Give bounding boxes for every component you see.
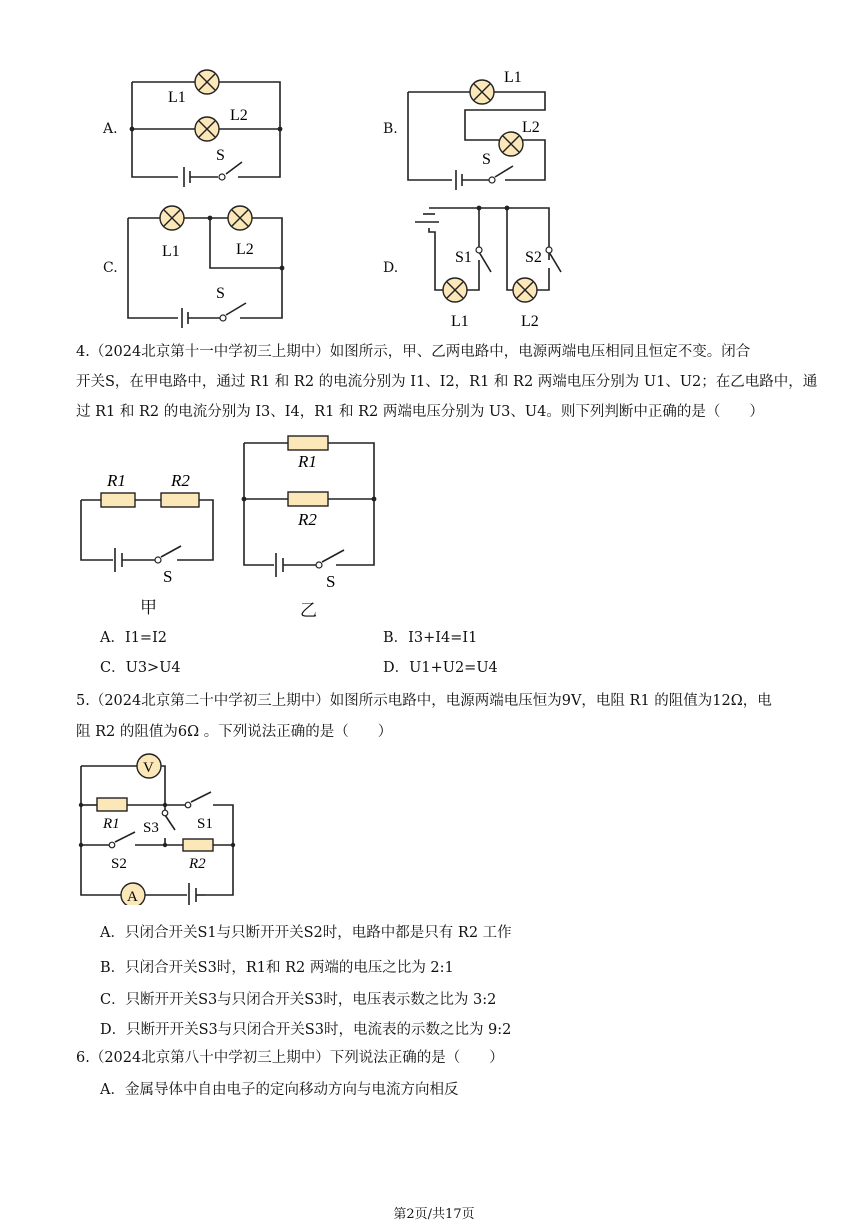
label-l1: L1 (162, 243, 180, 260)
label-s2: S2 (111, 856, 127, 872)
q5-option-a: A．只闭合开关S1与只断开开关S2时，电路中都是只有 R2 工作 (100, 925, 512, 941)
q3-option-a-letter: A. (103, 121, 118, 137)
q3-circuit-a-diagram (120, 62, 290, 187)
label-l2: L2 (521, 313, 539, 330)
q4-circuit-yi-diagram (236, 435, 386, 595)
label-l2: L2 (522, 119, 540, 136)
q3-option-b-letter: B. (383, 121, 398, 137)
label-l1: L1 (451, 313, 469, 330)
voltmeter-icon (137, 754, 161, 778)
label-r1: R1 (103, 816, 120, 832)
q5-option-b: B．只闭合开关S3时，R1和 R2 两端的电压之比为 2:1 (100, 960, 454, 976)
label-s2: S2 (525, 249, 542, 266)
resistor-r1-icon (97, 798, 127, 811)
q4-figure-caption-yi: 乙 (300, 601, 317, 621)
q6-option-a: A．金属导体中自由电子的定向移动方向与电流方向相反 (100, 1082, 459, 1098)
resistor-r2-icon (288, 492, 328, 506)
q6-stem-line1: 6.（2024北京第八十中学初三上期中）下列说法正确的是（ ） (76, 1050, 504, 1066)
resistor-r1-icon (288, 436, 328, 450)
q4-option-a: A．I1=I2 (100, 630, 168, 646)
resistor-r2-icon (183, 839, 213, 851)
resistor-r1-icon (101, 493, 135, 507)
q4-stem-line3: 过 R1 和 R2 的电流分别为 I3、I4，R1 和 R2 两端电压分别为 U3、U4。则下列判断中正确的是（ ） (76, 404, 764, 420)
q5-stem-line1: 5.（2024北京第二十中学初三上期中）如图所示电路中，电源两端电压恒为9V，电阻 R1 的阻值为12Ω，电 (76, 693, 772, 709)
lamp-icon (195, 70, 219, 141)
q4-option-d: D．U1+U2=U4 (383, 660, 498, 676)
q5-option-c: C．只断开开关S3与只闭合开关S3时，电压表示数之比为 3:2 (100, 992, 497, 1008)
label-s1: S1 (455, 249, 472, 266)
label-l1: L1 (168, 89, 186, 106)
label-s: S (216, 147, 225, 164)
label-l2: L2 (230, 107, 248, 124)
label-s1: S1 (197, 816, 213, 832)
label-r1: R1 (298, 452, 317, 471)
label-r2: R2 (189, 856, 206, 872)
q3-option-c-letter: C. (103, 260, 118, 276)
q5-circuit-diagram (75, 750, 245, 905)
label-r2: R2 (298, 510, 317, 529)
label-s: S (326, 572, 336, 591)
page-footer: 第2页/共17页 (393, 1207, 475, 1222)
q4-option-c: C．U3>U4 (100, 660, 181, 676)
q3-circuit-c-diagram (120, 200, 295, 330)
label-s3: S3 (143, 820, 159, 836)
q4-option-b: B．I3+I4=I1 (383, 630, 478, 646)
svg-text:V: V (143, 760, 154, 776)
label-r1: R1 (107, 471, 126, 490)
q3-circuit-b-diagram (400, 60, 560, 190)
q4-figure-caption-jia: 甲 (140, 598, 157, 618)
q4-stem-line1: 4.（2024北京第十一中学初三上期中）如图所示，甲、乙两电路中，电源两端电压相同且恒定不变。闭合 (76, 344, 751, 360)
label-s: S (482, 151, 491, 168)
resistor-r2-icon (161, 493, 199, 507)
label-s: S (216, 285, 225, 302)
q4-stem-line2: 开关S，在甲电路中，通过 R1 和 R2 的电流分别为 I1、I2，R1 和 R2 两端电压分别为 U1、U2；在乙电路中，通 (76, 374, 818, 390)
q3-option-d-letter: D. (383, 260, 399, 276)
label-l1: L1 (504, 69, 522, 86)
lamp-icon (443, 278, 537, 302)
q5-stem-line2: 阻 R2 的阻值为6Ω 。下列说法正确的是（ ） (76, 724, 393, 740)
ammeter-icon (121, 883, 145, 905)
label-r2: R2 (171, 471, 190, 490)
label-s: S (163, 567, 173, 586)
q4-circuit-jia-diagram (75, 460, 225, 590)
q5-option-d: D．只断开开关S3与只闭合开关S3时，电流表的示数之比为 9:2 (100, 1022, 512, 1038)
q3-circuit-d-diagram (405, 200, 565, 335)
label-l2: L2 (236, 241, 254, 258)
svg-text:A: A (127, 889, 138, 905)
